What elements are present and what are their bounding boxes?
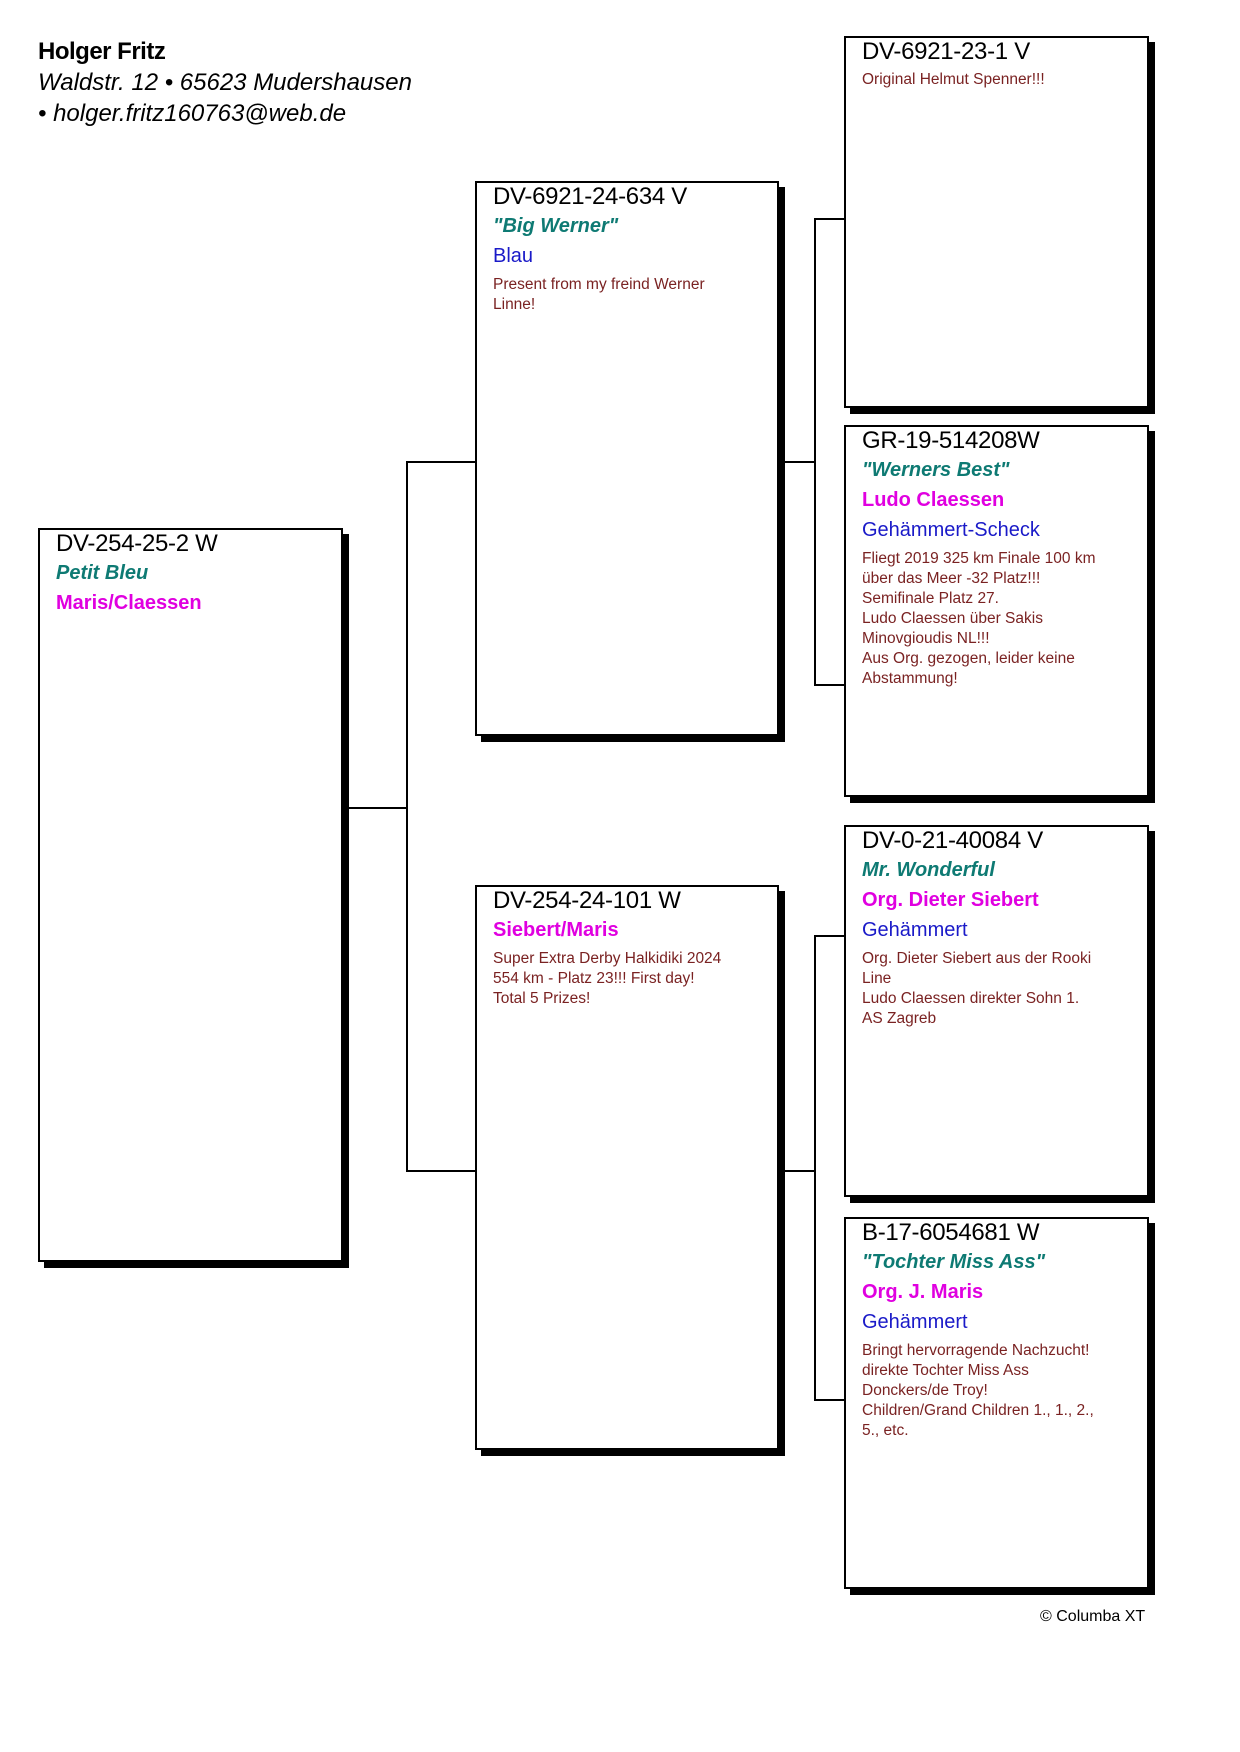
owner-name: Holger Fritz: [38, 38, 166, 65]
connector-to-dam: [406, 1170, 476, 1172]
connector-to-sire: [406, 461, 476, 463]
connector-gen1-vertical: [406, 461, 408, 1172]
pigeon-notes: Super Extra Derby Halkidiki 2024 554 km - Platz 23!!! First day! Total 5 Prizes!: [493, 950, 722, 1007]
breeder-name: Org. J. Maris: [862, 1281, 984, 1303]
connector-to-sire-sire: [814, 218, 846, 220]
ring-number: DV-254-24-101 W: [493, 887, 681, 914]
connector-to-sire-dam: [814, 684, 846, 686]
breeder-name: Siebert/Maris: [493, 919, 619, 941]
pigeon-name: "Tochter Miss Ass": [862, 1251, 1046, 1273]
pedigree-card-sire-sire[interactable]: [844, 36, 1149, 408]
pedigree-card-sire[interactable]: [475, 181, 779, 736]
connector-subject-out: [346, 807, 408, 809]
ring-number: DV-6921-24-634 V: [493, 183, 687, 210]
breeder-name: Ludo Claessen: [862, 489, 1005, 511]
pigeon-notes: Org. Dieter Siebert aus der Rooki Line Ludo Claessen direkter Sohn 1. AS Zagreb: [862, 950, 1092, 1027]
connector-sire-vertical: [814, 218, 816, 686]
pigeon-color: Gehämmert: [862, 919, 968, 941]
pedigree-card-subject[interactable]: [38, 528, 343, 1262]
connector-to-dam-dam: [814, 1399, 846, 1401]
connector-sire-out: [782, 461, 816, 463]
pedigree-card-dam-dam[interactable]: [844, 1217, 1149, 1589]
breeder-name: Org. Dieter Siebert: [862, 889, 1039, 911]
owner-address: Waldstr. 12 • 65623 Mudershausen: [38, 69, 412, 96]
pigeon-name: Mr. Wonderful: [862, 859, 995, 881]
ring-number: B-17-6054681 W: [862, 1219, 1040, 1246]
connector-dam-out: [782, 1170, 816, 1172]
pedigree-card-sire-dam[interactable]: [844, 425, 1149, 797]
pigeon-color: Gehämmert: [862, 1311, 968, 1333]
pigeon-notes: Original Helmut Spenner!!!: [862, 71, 1045, 88]
pigeon-name: Petit Bleu: [56, 562, 149, 584]
pigeon-name: "Big Werner": [493, 215, 619, 237]
copyright-footer: © Columba XT: [1040, 1608, 1146, 1625]
pedigree-card-dam-sire[interactable]: [844, 825, 1149, 1197]
pigeon-name: "Werners Best": [862, 459, 1010, 481]
ring-number: DV-254-25-2 W: [56, 530, 218, 557]
pigeon-color: Blau: [493, 245, 534, 267]
ring-number: GR-19-514208W: [862, 427, 1040, 454]
owner-email: • holger.fritz160763@web.de: [38, 100, 347, 127]
pigeon-notes: Fliegt 2019 325 km Finale 100 km über das Meer -32 Platz!!! Semifinale Platz 27. Ludo Claessen über Sakis Minovgioudis NL!!! Aus Org. gezogen, leider keine Abstammung!: [862, 550, 1096, 687]
pigeon-notes: Bringt hervorragende Nachzucht! direkte Tochter Miss Ass Donckers/de Troy! Children/Grand Children 1., 1., 2., 5., etc.: [862, 1342, 1094, 1439]
breeder-name: Maris/Claessen: [56, 592, 202, 614]
ring-number: DV-0-21-40084 V: [862, 827, 1043, 854]
pedigree-card-dam[interactable]: [475, 885, 779, 1450]
ring-number: DV-6921-23-1 V: [862, 38, 1030, 65]
pigeon-notes: Present from my freind Werner Linne!: [493, 276, 705, 313]
owner-header: [38, 36, 412, 129]
pigeon-color: Gehämmert-Scheck: [862, 519, 1040, 541]
connector-to-dam-sire: [814, 935, 846, 937]
connector-dam-vertical: [814, 935, 816, 1401]
